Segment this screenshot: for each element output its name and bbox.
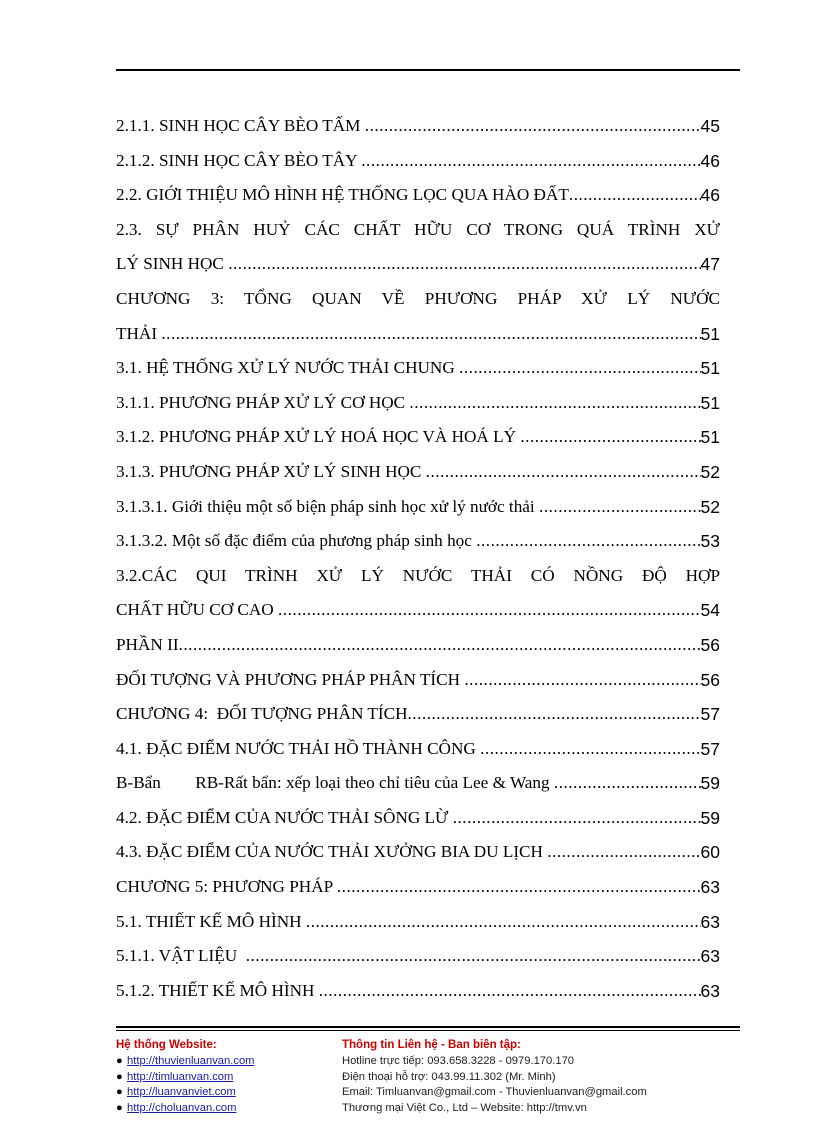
toc-page-number: 56 <box>700 669 720 690</box>
toc-entry[interactable] <box>116 663 720 698</box>
toc-page-number: 56 <box>700 634 720 655</box>
toc-entry[interactable] <box>116 178 720 213</box>
toc-page-number: 63 <box>700 980 720 1001</box>
toc-leader-dots <box>539 490 701 525</box>
footer-hotline: Hotline trực tiếp: 093.658.3228 - 0979.170.170 <box>342 1055 575 1067</box>
toc-page-number: 52 <box>700 461 720 482</box>
toc-entry[interactable] <box>116 524 720 559</box>
toc-entry-title: 3.1.1. PHƯƠNG PHÁP XỬ LÝ CƠ HỌC <box>116 392 410 412</box>
toc-entry[interactable] <box>116 697 720 732</box>
toc-page-number: 63 <box>700 946 720 967</box>
toc-leader-dots <box>547 835 700 870</box>
toc-page-number: 51 <box>700 358 720 379</box>
toc-leader-dots <box>337 870 701 905</box>
footer-support-phone: Điện thoại hỗ trợ: 043.99.11.302 (Mr. Minh) <box>342 1070 556 1083</box>
toc-page-number: 63 <box>700 877 720 898</box>
footer-websites-heading: Hệ thống Website: <box>116 1039 217 1051</box>
toc-entry[interactable] <box>116 766 720 801</box>
toc-entry[interactable] <box>116 593 720 628</box>
toc-entry[interactable] <box>116 490 720 525</box>
footer-websites <box>116 1036 336 1116</box>
toc-entry-title: 3.1.3.1. Giới thiệu một số biện pháp sinh học xử lý nước thải <box>116 496 540 516</box>
toc-entry-title: LÝ SINH HỌC <box>116 254 229 274</box>
toc-page-number: 54 <box>700 600 720 621</box>
toc-entry-title: CHƯƠNG 4: ĐỐI TƯỢNG PHÂN TÍCH <box>116 704 408 724</box>
toc-entry-title: 3.1.3. PHƯƠNG PHÁP XỬ LÝ SINH HỌC <box>116 461 426 481</box>
toc-leader-dots <box>476 524 700 559</box>
toc-page-number: 46 <box>700 185 720 206</box>
toc-leader-dots <box>453 801 701 836</box>
toc-entry-title: 2.1.1. SINH HỌC CÂY BÈO TẤM <box>116 116 365 135</box>
bullet-icon: ● <box>116 1086 123 1098</box>
footer-contact-heading: Thông tin Liên hệ - Ban biên tập: <box>342 1039 521 1051</box>
toc-page-number: 53 <box>700 531 720 552</box>
toc-page-number: 45 <box>700 116 720 136</box>
toc-leader-dots <box>520 420 700 455</box>
toc-page-number: 47 <box>700 254 720 275</box>
toc-entry[interactable] <box>116 628 720 663</box>
toc-entry-title: 4.1. ĐẶC ĐIỂM NƯỚC THẢI HỒ THÀNH CÔNG <box>116 738 481 758</box>
toc-entry[interactable] <box>116 939 720 974</box>
toc-entry[interactable] <box>116 247 720 282</box>
toc-page-number: 59 <box>700 807 720 828</box>
toc-entry-title: CHƯƠNG 5: PHƯƠNG PHÁP <box>116 877 337 897</box>
toc-entry[interactable] <box>116 144 720 179</box>
toc-entry[interactable] <box>116 732 720 767</box>
toc-entry[interactable] <box>116 870 720 905</box>
toc-entry[interactable] <box>116 455 720 490</box>
footer-link[interactable]: ● http://luanvanviet.com <box>116 1085 336 1101</box>
toc-entry-title: ĐỐI TƯỢNG VÀ PHƯƠNG PHÁP PHÂN TÍCH <box>116 669 465 689</box>
toc-page-number: 57 <box>700 704 720 725</box>
toc-entry-line: 3.2.CÁC QUI TRÌNH XỬ LÝ NƯỚC THẢI CÓ NỒNG ĐỘ HỢP <box>116 565 720 585</box>
toc-entry[interactable] <box>116 109 720 144</box>
footer-link[interactable]: ● http://timluanvan.com <box>116 1070 336 1086</box>
toc-entry-title: THẢI <box>116 323 162 343</box>
toc-leader-dots <box>319 974 701 1009</box>
toc-entry-title: B-Bẩn RB-Rất bẩn: xếp loại theo chỉ tiêu của Lee & Wang <box>116 773 554 793</box>
toc-entry-title: 3.1. HỆ THỐNG XỬ LÝ NƯỚC THẢI CHUNG <box>116 358 460 378</box>
toc-page-number: 52 <box>700 496 720 517</box>
toc-leader-dots <box>464 663 700 698</box>
footer-rule-thin <box>116 1030 740 1031</box>
footer-rule-thick <box>116 1026 740 1028</box>
bullet-icon: ● <box>116 1055 123 1067</box>
toc-page-number: 46 <box>700 150 720 171</box>
table-of-contents <box>116 109 720 1008</box>
toc-entry[interactable] <box>116 801 720 836</box>
toc-page-number: 51 <box>700 323 720 344</box>
toc-entry[interactable] <box>116 835 720 870</box>
toc-entry-title: CHẤT HỮU CƠ CAO <box>116 600 278 620</box>
toc-leader-dots <box>365 109 701 144</box>
toc-leader-dots <box>278 593 701 628</box>
bullet-icon: ● <box>116 1070 123 1083</box>
toc-entry-title: 4.3. ĐẶC ĐIỂM CỦA NƯỚC THẢI XƯỞNG BIA DU LỊCH <box>116 842 548 862</box>
footer-link[interactable]: ● http://thuvienluanvan.com <box>116 1054 336 1070</box>
toc-leader-dots <box>179 628 701 663</box>
toc-entry-title: 3.1.3.2. Một số đặc điểm của phương pháp sinh học <box>116 531 477 551</box>
toc-leader-dots <box>246 939 701 974</box>
toc-entry-title: 2.1.2. SINH HỌC CÂY BÈO TÂY <box>116 150 362 170</box>
toc-entry-title: 4.2. ĐẶC ĐIỂM CỦA NƯỚC THẢI SÔNG LỪ <box>116 807 453 827</box>
toc-leader-dots <box>409 386 700 421</box>
toc-leader-dots <box>408 697 701 732</box>
toc-entry-line: CHƯƠNG 3: TỔNG QUAN VỀ PHƯƠNG PHÁP XỬ LÝ NƯỚC <box>116 288 720 308</box>
toc-leader-dots <box>361 144 700 179</box>
footer-contact <box>342 1036 742 1116</box>
footer-email: Email: Timluanvan@gmail.com - Thuvienluanvan@gmail.com <box>342 1086 647 1098</box>
header-rule <box>116 69 740 71</box>
toc-leader-dots <box>459 351 700 386</box>
toc-entry-title: PHẦN II <box>116 634 179 654</box>
toc-entry-title: 2.2. GIỚI THIỆU MÔ HÌNH HỆ THỐNG LỌC QUA HÀO ĐẤT <box>116 185 569 205</box>
toc-leader-dots <box>569 178 701 213</box>
footer-company: Thương mại Việt Co., Ltd – Website: http://tmv.vn <box>342 1101 587 1114</box>
toc-entry-title: 3.1.2. PHƯƠNG PHÁP XỬ LÝ HOÁ HỌC VÀ HOÁ LÝ <box>116 427 521 447</box>
toc-leader-dots <box>426 455 701 490</box>
toc-leader-dots <box>480 732 700 767</box>
toc-page-number: 51 <box>700 427 720 448</box>
toc-page-number: 63 <box>700 911 720 932</box>
toc-leader-dots <box>306 905 701 940</box>
toc-entry[interactable] <box>116 974 720 1009</box>
toc-entry-line: 2.3. SỰ PHÂN HUỶ CÁC CHẤT HỮU CƠ TRONG QUÁ TRÌNH XỬ <box>116 219 720 239</box>
toc-leader-dots <box>228 247 700 282</box>
toc-entry[interactable] <box>116 317 720 352</box>
footer-link[interactable]: ● http://choluanvan.com <box>116 1101 336 1117</box>
toc-leader-dots <box>554 766 701 801</box>
toc-leader-dots <box>161 317 700 352</box>
toc-entry[interactable] <box>116 351 720 386</box>
bullet-icon: ● <box>116 1101 123 1114</box>
toc-entry-title: 5.1.2. THIẾT KẾ MÔ HÌNH <box>116 980 319 1000</box>
toc-entry-title: 5.1. THIẾT KẾ MÔ HÌNH <box>116 911 306 931</box>
toc-page-number: 57 <box>700 738 720 759</box>
toc-entry[interactable] <box>116 420 720 455</box>
toc-entry-title: 5.1.1. VẬT LIỆU <box>116 946 246 966</box>
toc-page-number: 60 <box>700 842 720 863</box>
toc-page-number: 59 <box>700 773 720 794</box>
toc-entry[interactable] <box>116 905 720 940</box>
toc-entry[interactable] <box>116 386 720 421</box>
toc-page-number: 51 <box>700 392 720 413</box>
